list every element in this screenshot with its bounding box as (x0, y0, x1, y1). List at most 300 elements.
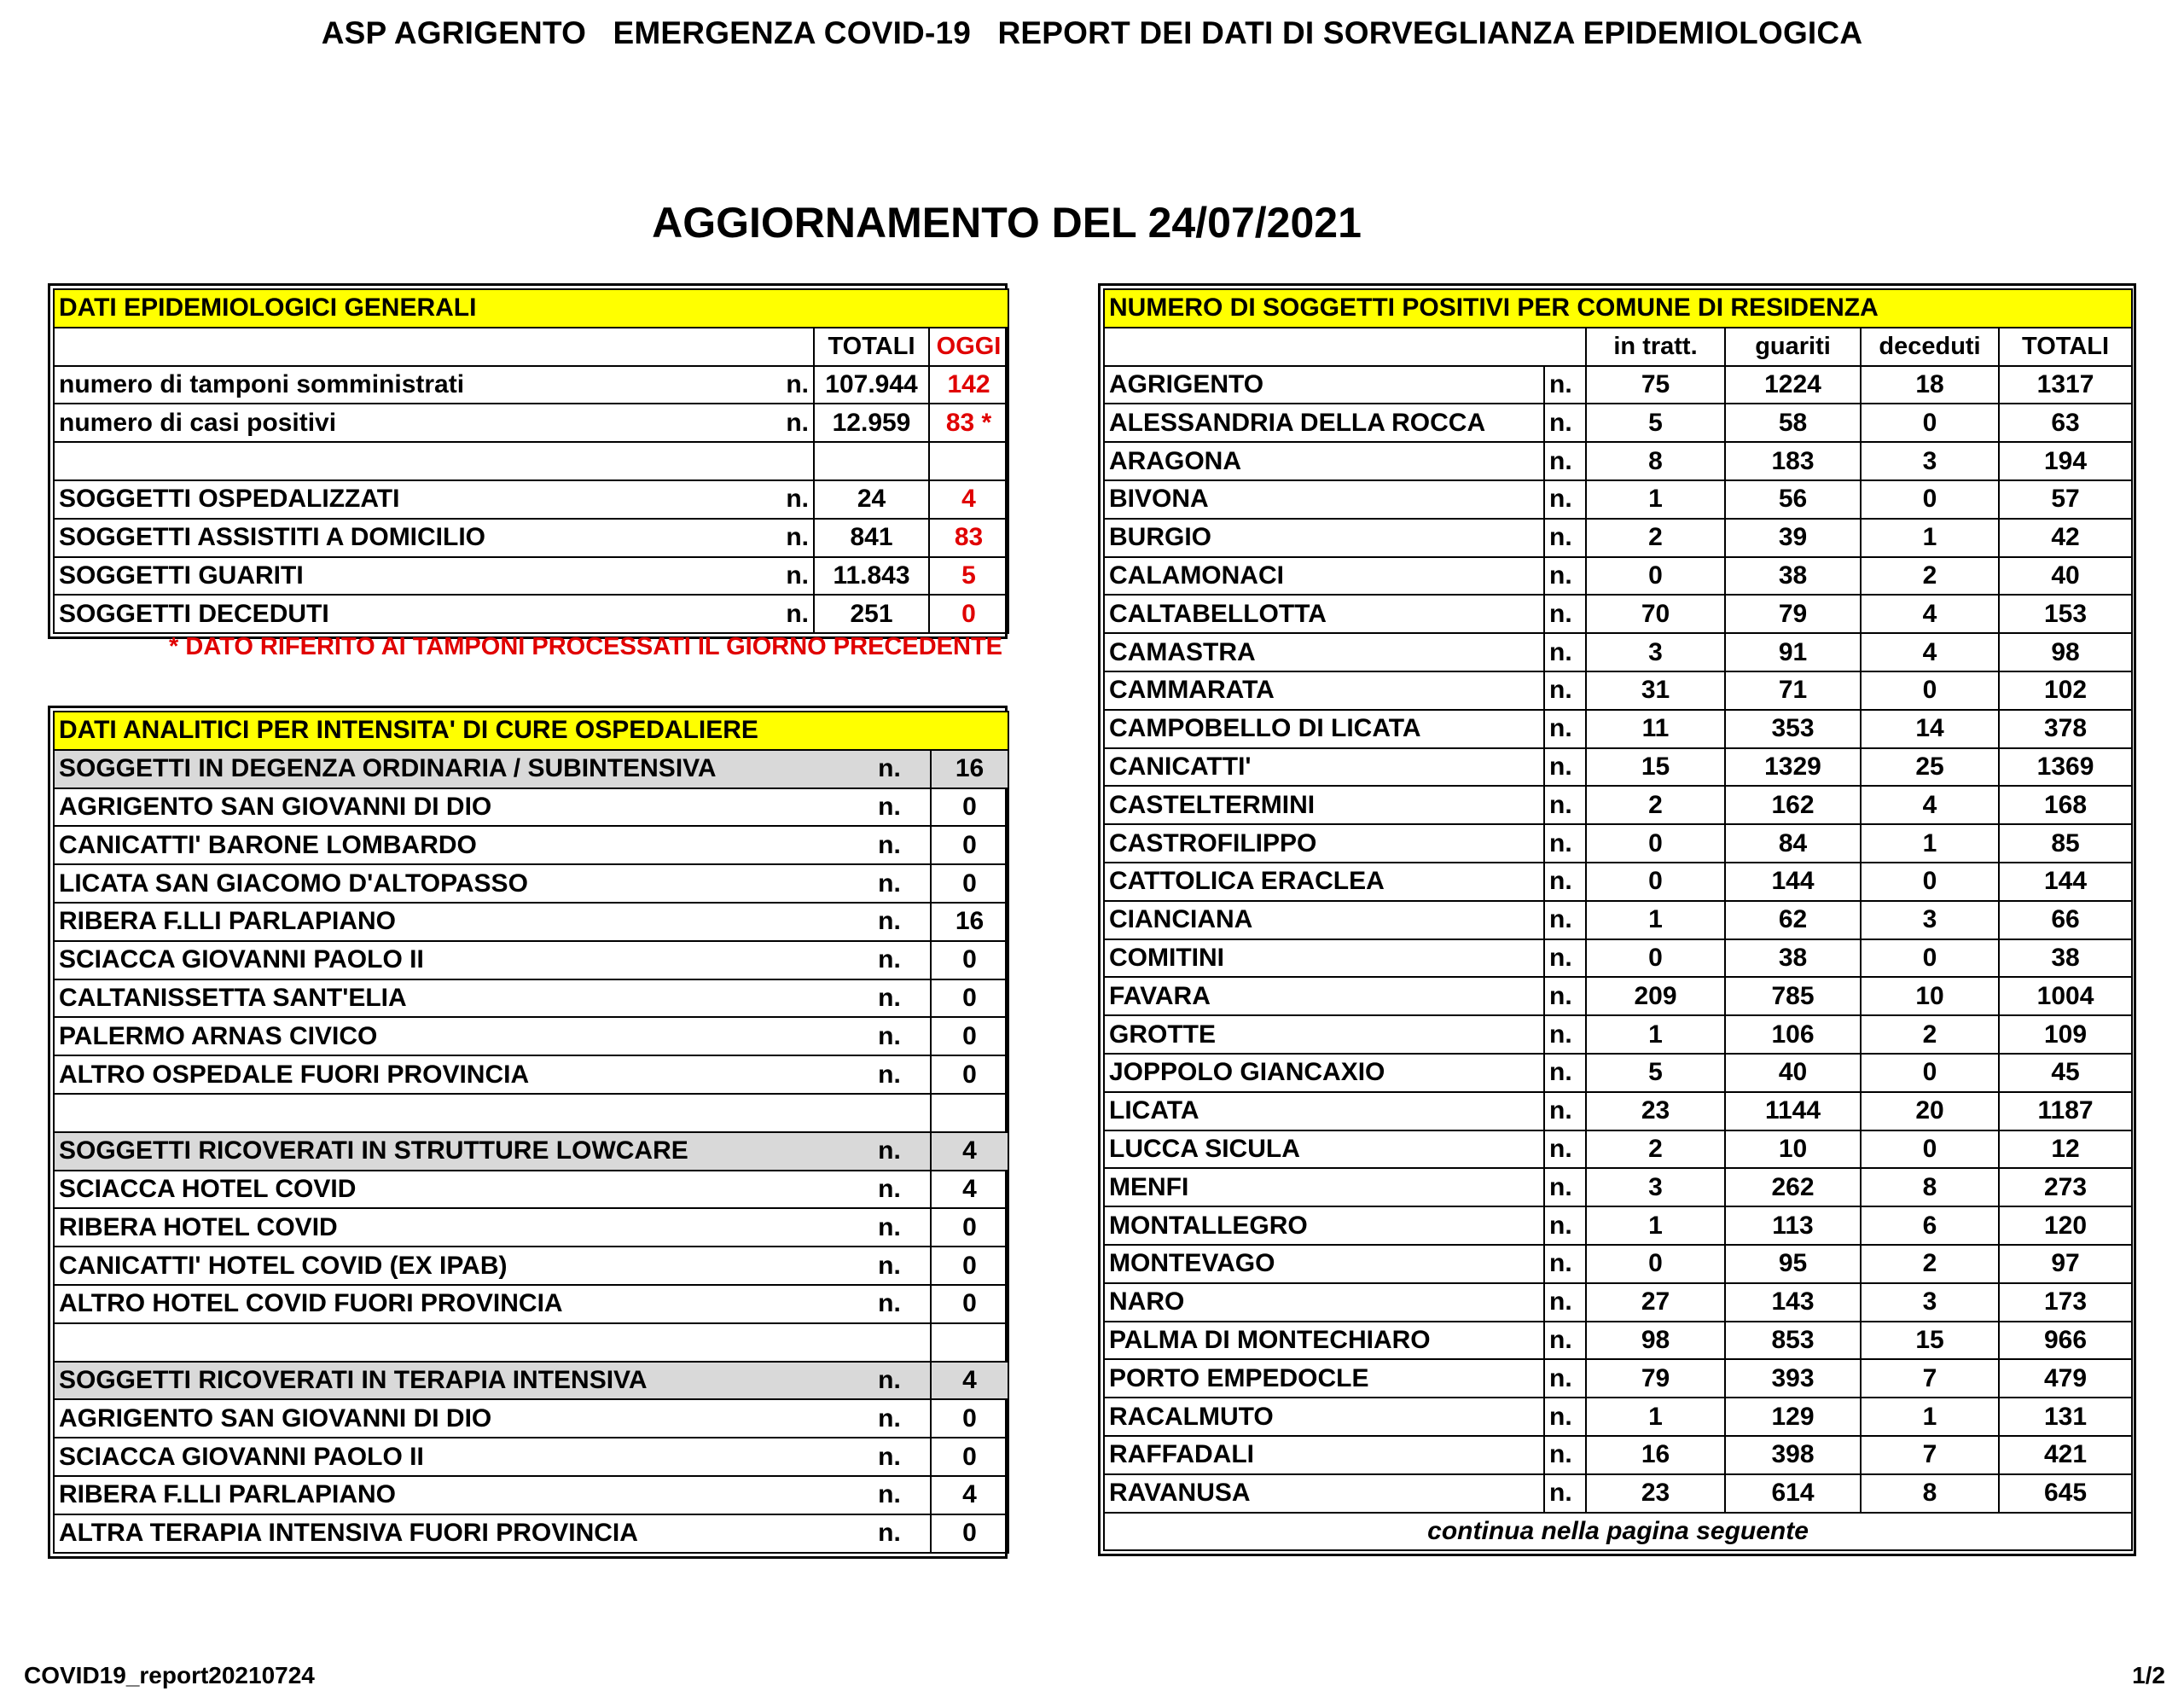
comune-name: BIVONA (1104, 480, 1544, 519)
row-unit: n. (764, 595, 814, 633)
comune-guariti: 853 (1725, 1322, 1861, 1360)
comune-totali: 1187 (1999, 1092, 2132, 1130)
comune-deceduti: 0 (1861, 404, 1999, 442)
hospital-row (54, 1399, 1008, 1438)
hospital-section-row (54, 1132, 1008, 1171)
comune-guariti: 398 (1725, 1436, 1861, 1474)
row-label: ALTRO OSPEDALE FUORI PROVINCIA (54, 1055, 849, 1094)
row-value: 16 (931, 750, 1008, 788)
row-value: 0 (931, 864, 1008, 903)
hospital-row (54, 788, 1008, 827)
comune-guariti: 1329 (1725, 748, 1861, 787)
comune-row (1104, 1054, 2132, 1092)
row-value: 0 (931, 1438, 1008, 1476)
row-label: RIBERA F.LLI PARLAPIANO (54, 1476, 849, 1514)
row-totali: 11.843 (814, 557, 929, 596)
row-totali: 24 (814, 480, 929, 519)
hospital-row (54, 1017, 1008, 1055)
general-row (54, 480, 1008, 519)
col-totali-header: TOTALI (814, 328, 929, 366)
comune-deceduti: 10 (1861, 977, 1999, 1015)
header-spacer (764, 328, 814, 366)
row-unit: n. (1544, 1015, 1586, 1054)
row-value: 4 (931, 1476, 1008, 1514)
comune-row (1104, 442, 2132, 480)
comune-totali: 42 (1999, 519, 2132, 557)
comune-guariti: 40 (1725, 1054, 1861, 1092)
row-label (54, 1323, 849, 1362)
comune-guariti: 144 (1725, 863, 1861, 901)
comune-name: RAFFADALI (1104, 1436, 1544, 1474)
hospital-row (54, 826, 1008, 864)
col-oggi-header: OGGI (929, 328, 1008, 366)
comune-name: CALTABELLOTTA (1104, 595, 1544, 633)
comune-totali: 97 (1999, 1245, 2132, 1283)
comune-totali: 12 (1999, 1130, 2132, 1169)
comune-totali: 1317 (1999, 366, 2132, 404)
comune-totali: 63 (1999, 404, 2132, 442)
row-value (931, 1094, 1008, 1132)
comune-row (1104, 1474, 2132, 1513)
row-label: SOGGETTI DECEDUTI (54, 595, 764, 633)
row-unit: n. (1544, 366, 1586, 404)
comune-name: MONTEVAGO (1104, 1245, 1544, 1283)
comune-deceduti: 4 (1861, 595, 1999, 633)
comune-name: NARO (1104, 1283, 1544, 1322)
row-unit: n. (849, 788, 931, 827)
comune-row (1104, 480, 2132, 519)
comune-name: CATTOLICA ERACLEA (1104, 863, 1544, 901)
row-value: 4 (931, 1362, 1008, 1400)
comune-guariti: 129 (1725, 1398, 1861, 1436)
row-label: SCIACCA GIOVANNI PAOLO II (54, 1438, 849, 1476)
row-totali: 107.944 (814, 366, 929, 404)
comune-in-tratt: 8 (1586, 442, 1725, 480)
comune-deceduti: 2 (1861, 557, 1999, 596)
hospital-row (54, 1323, 1008, 1362)
row-unit: n. (764, 366, 814, 404)
hospital-row (54, 1094, 1008, 1132)
row-unit: n. (849, 1514, 931, 1553)
comune-name: CASTROFILIPPO (1104, 824, 1544, 863)
comune-row (1104, 977, 2132, 1015)
row-unit: n. (849, 1171, 931, 1209)
row-unit (849, 1094, 931, 1132)
comune-row (1104, 595, 2132, 633)
row-value: 0 (931, 788, 1008, 827)
comune-guariti: 162 (1725, 786, 1861, 824)
col-totali-header: TOTALI (1999, 328, 2132, 366)
comune-deceduti: 0 (1861, 1054, 1999, 1092)
row-oggi: 0 (929, 595, 1008, 633)
hospital-section-row (54, 750, 1008, 788)
comune-guariti: 113 (1725, 1206, 1861, 1245)
hospital-row (54, 1438, 1008, 1476)
row-unit: n. (849, 864, 931, 903)
hospital-row (54, 979, 1008, 1018)
row-unit: n. (1544, 1359, 1586, 1398)
comune-guariti: 62 (1725, 901, 1861, 939)
row-label (54, 442, 764, 480)
comune-name: CALAMONACI (1104, 557, 1544, 596)
comune-name: CIANCIANA (1104, 901, 1544, 939)
row-totali: 12.959 (814, 404, 929, 442)
row-unit: n. (1544, 633, 1586, 671)
row-label: CANICATTI' BARONE LOMBARDO (54, 826, 849, 864)
row-label: SOGGETTI IN DEGENZA ORDINARIA / SUBINTENSIVA (54, 750, 849, 788)
comune-in-tratt: 3 (1586, 633, 1725, 671)
comune-name: PORTO EMPEDOCLE (1104, 1359, 1544, 1398)
comune-guariti: 56 (1725, 480, 1861, 519)
comune-deceduti: 18 (1861, 366, 1999, 404)
comune-guariti: 84 (1725, 824, 1861, 863)
comune-row (1104, 1283, 2132, 1322)
row-unit: n. (1544, 710, 1586, 748)
hospital-row (54, 1476, 1008, 1514)
row-label: SOGGETTI GUARITI (54, 557, 764, 596)
hospital-data-table (48, 706, 1008, 1559)
general-row (54, 595, 1008, 633)
comune-row (1104, 366, 2132, 404)
hospital-row (54, 1514, 1008, 1553)
comune-in-tratt: 2 (1586, 786, 1725, 824)
comune-totali: 57 (1999, 480, 2132, 519)
comune-guariti: 38 (1725, 939, 1861, 978)
row-oggi: 83 * (929, 404, 1008, 442)
footer-filename: COVID19_report20210724 (24, 1662, 315, 1688)
comune-totali: 38 (1999, 939, 2132, 978)
comune-totali: 1004 (1999, 977, 2132, 1015)
row-unit: n. (1544, 1474, 1586, 1513)
row-totali: 841 (814, 519, 929, 557)
row-value: 0 (931, 1285, 1008, 1323)
comune-in-tratt: 2 (1586, 1130, 1725, 1169)
comune-deceduti: 3 (1861, 901, 1999, 939)
row-unit: n. (1544, 901, 1586, 939)
comune-guariti: 106 (1725, 1015, 1861, 1054)
row-value: 0 (931, 1399, 1008, 1438)
row-unit: n. (849, 1438, 931, 1476)
row-unit: n. (1544, 404, 1586, 442)
col-deceduti-header: deceduti (1861, 328, 1999, 366)
comune-deceduti: 8 (1861, 1474, 1999, 1513)
report-header-title: ASP AGRIGENTO EMERGENZA COVID-19 REPORT DEI DATI DI SORVEGLIANZA EPIDEMIOLOGICA (321, 15, 1863, 50)
comune-deceduti: 1 (1861, 519, 1999, 557)
row-unit: n. (1544, 1245, 1586, 1283)
comune-row (1104, 786, 2132, 824)
comuni-data-table (1098, 283, 2136, 1556)
comune-deceduti: 0 (1861, 939, 1999, 978)
comune-guariti: 1144 (1725, 1092, 1861, 1130)
hospital-table-title: DATI ANALITICI PER INTENSITA' DI CURE OSPEDALIERE (54, 712, 1008, 750)
comune-deceduti: 2 (1861, 1015, 1999, 1054)
row-label: LICATA SAN GIACOMO D'ALTOPASSO (54, 864, 849, 903)
row-unit: n. (1544, 748, 1586, 787)
row-unit: n. (849, 1055, 931, 1094)
comune-row (1104, 824, 2132, 863)
row-unit: n. (1544, 1436, 1586, 1474)
row-label: SOGGETTI OSPEDALIZZATI (54, 480, 764, 519)
comune-guariti: 10 (1725, 1130, 1861, 1169)
comune-in-tratt: 0 (1586, 824, 1725, 863)
general-row (54, 366, 1008, 404)
comune-row (1104, 748, 2132, 787)
comune-name: ALESSANDRIA DELLA ROCCA (1104, 404, 1544, 442)
comune-deceduti: 0 (1861, 863, 1999, 901)
comune-guariti: 614 (1725, 1474, 1861, 1513)
general-data-table (48, 283, 1008, 639)
row-value: 0 (931, 1017, 1008, 1055)
comune-in-tratt: 1 (1586, 901, 1725, 939)
row-unit (764, 442, 814, 480)
comune-row (1104, 1015, 2132, 1054)
comune-name: CAMMARATA (1104, 671, 1544, 710)
comune-name: PALMA DI MONTECHIARO (1104, 1322, 1544, 1360)
row-unit: n. (764, 480, 814, 519)
comune-totali: 131 (1999, 1398, 2132, 1436)
comune-name: BURGIO (1104, 519, 1544, 557)
comune-name: ARAGONA (1104, 442, 1544, 480)
comune-in-tratt: 1 (1586, 480, 1725, 519)
row-unit: n. (1544, 1206, 1586, 1245)
comune-row (1104, 404, 2132, 442)
comune-row (1104, 1359, 2132, 1398)
comune-guariti: 38 (1725, 557, 1861, 596)
comune-totali: 378 (1999, 710, 2132, 748)
comune-deceduti: 4 (1861, 786, 1999, 824)
comune-row (1104, 1130, 2132, 1169)
row-value: 0 (931, 1055, 1008, 1094)
general-row (54, 404, 1008, 442)
row-label: SCIACCA GIOVANNI PAOLO II (54, 941, 849, 979)
comune-row (1104, 901, 2132, 939)
comune-guariti: 71 (1725, 671, 1861, 710)
row-unit: n. (849, 750, 931, 788)
row-unit (849, 1323, 931, 1362)
comune-name: CAMASTRA (1104, 633, 1544, 671)
row-unit: n. (1544, 519, 1586, 557)
row-unit: n. (1544, 442, 1586, 480)
footer-page-number: 1/2 (2132, 1662, 2165, 1688)
comune-guariti: 91 (1725, 633, 1861, 671)
comune-in-tratt: 27 (1586, 1283, 1725, 1322)
comune-deceduti: 14 (1861, 710, 1999, 748)
row-label: SCIACCA HOTEL COVID (54, 1171, 849, 1209)
row-oggi: 83 (929, 519, 1008, 557)
comune-row (1104, 939, 2132, 978)
comune-name: COMITINI (1104, 939, 1544, 978)
row-label (54, 1094, 849, 1132)
hospital-row (54, 864, 1008, 903)
comune-row (1104, 1206, 2132, 1245)
hospital-row (54, 1171, 1008, 1209)
row-unit: n. (849, 1285, 931, 1323)
comune-totali: 1369 (1999, 748, 2132, 787)
comune-deceduti: 6 (1861, 1206, 1999, 1245)
comune-in-tratt: 98 (1586, 1322, 1725, 1360)
row-unit: n. (849, 1362, 931, 1400)
row-value: 16 (931, 903, 1008, 941)
row-unit: n. (849, 903, 931, 941)
comune-guariti: 1224 (1725, 366, 1861, 404)
row-unit: n. (849, 979, 931, 1018)
row-oggi: 4 (929, 480, 1008, 519)
row-totali (814, 442, 929, 480)
comune-deceduti: 3 (1861, 1283, 1999, 1322)
comune-in-tratt: 11 (1586, 710, 1725, 748)
comune-name: LICATA (1104, 1092, 1544, 1130)
row-oggi: 142 (929, 366, 1008, 404)
col-guariti-header: guariti (1725, 328, 1861, 366)
comune-deceduti: 1 (1861, 824, 1999, 863)
row-unit: n. (1544, 863, 1586, 901)
row-unit: n. (1544, 1168, 1586, 1206)
comune-in-tratt: 15 (1586, 748, 1725, 787)
update-date-title: AGGIORNAMENTO DEL 24/07/2021 (652, 199, 1362, 247)
row-value: 0 (931, 1514, 1008, 1553)
comune-in-tratt: 23 (1586, 1474, 1725, 1513)
comune-totali: 645 (1999, 1474, 2132, 1513)
comune-row (1104, 710, 2132, 748)
row-unit: n. (849, 941, 931, 979)
row-value: 0 (931, 826, 1008, 864)
comune-totali: 173 (1999, 1283, 2132, 1322)
row-unit: n. (1544, 1130, 1586, 1169)
general-row (54, 557, 1008, 596)
row-unit: n. (1544, 595, 1586, 633)
row-label: numero di tamponi somministrati (54, 366, 764, 404)
row-unit: n. (849, 1476, 931, 1514)
row-unit: n. (1544, 1283, 1586, 1322)
comune-guariti: 143 (1725, 1283, 1861, 1322)
comune-guariti: 262 (1725, 1168, 1861, 1206)
comune-name: JOPPOLO GIANCAXIO (1104, 1054, 1544, 1092)
comune-in-tratt: 16 (1586, 1436, 1725, 1474)
general-table-title: DATI EPIDEMIOLOGICI GENERALI (54, 289, 1008, 328)
comune-totali: 45 (1999, 1054, 2132, 1092)
comune-name: GROTTE (1104, 1015, 1544, 1054)
footnote-tamponi: * DATO RIFERITO AI TAMPONI PROCESSATI IL GIORNO PRECEDENTE (169, 633, 1002, 660)
comune-row (1104, 1322, 2132, 1360)
comune-guariti: 58 (1725, 404, 1861, 442)
comune-row (1104, 557, 2132, 596)
comune-in-tratt: 1 (1586, 1206, 1725, 1245)
comune-totali: 144 (1999, 863, 2132, 901)
continua-row (1104, 1513, 2132, 1551)
row-label: ALTRA TERAPIA INTENSIVA FUORI PROVINCIA (54, 1514, 849, 1553)
row-oggi (929, 442, 1008, 480)
comune-guariti: 393 (1725, 1359, 1861, 1398)
comune-guariti: 79 (1725, 595, 1861, 633)
comune-row (1104, 633, 2132, 671)
comune-in-tratt: 2 (1586, 519, 1725, 557)
comune-name: CAMPOBELLO DI LICATA (1104, 710, 1544, 748)
comune-row (1104, 519, 2132, 557)
row-label: SOGGETTI RICOVERATI IN STRUTTURE LOWCARE (54, 1132, 849, 1171)
comune-in-tratt: 5 (1586, 404, 1725, 442)
hospital-section-row (54, 1362, 1008, 1400)
hospital-row (54, 1247, 1008, 1285)
hospital-row (54, 1285, 1008, 1323)
row-unit: n. (849, 1017, 931, 1055)
comune-deceduti: 25 (1861, 748, 1999, 787)
comune-in-tratt: 23 (1586, 1092, 1725, 1130)
comune-totali: 98 (1999, 633, 2132, 671)
row-unit: n. (849, 1132, 931, 1171)
comune-deceduti: 7 (1861, 1436, 1999, 1474)
comune-name: LUCCA SICULA (1104, 1130, 1544, 1169)
comune-totali: 102 (1999, 671, 2132, 710)
row-unit: n. (849, 1247, 931, 1285)
row-label: RIBERA HOTEL COVID (54, 1208, 849, 1247)
header-spacer (54, 328, 764, 366)
row-label: AGRIGENTO SAN GIOVANNI DI DIO (54, 1399, 849, 1438)
row-label: PALERMO ARNAS CIVICO (54, 1017, 849, 1055)
comune-in-tratt: 0 (1586, 1245, 1725, 1283)
row-value: 4 (931, 1132, 1008, 1171)
comune-in-tratt: 0 (1586, 557, 1725, 596)
comuni-table-title: NUMERO DI SOGGETTI POSITIVI PER COMUNE DI RESIDENZA (1104, 289, 2132, 328)
row-unit: n. (849, 1208, 931, 1247)
comune-totali: 479 (1999, 1359, 2132, 1398)
comune-guariti: 353 (1725, 710, 1861, 748)
general-row (54, 519, 1008, 557)
hospital-row (54, 1208, 1008, 1247)
hospital-row (54, 941, 1008, 979)
row-unit: n. (764, 404, 814, 442)
row-unit: n. (1544, 1398, 1586, 1436)
comune-guariti: 39 (1725, 519, 1861, 557)
comune-totali: 194 (1999, 442, 2132, 480)
comune-totali: 168 (1999, 786, 2132, 824)
row-unit: n. (1544, 977, 1586, 1015)
comune-name: RAVANUSA (1104, 1474, 1544, 1513)
comune-in-tratt: 0 (1586, 939, 1725, 978)
comune-row (1104, 1168, 2132, 1206)
comune-deceduti: 1 (1861, 1398, 1999, 1436)
comune-totali: 40 (1999, 557, 2132, 596)
comune-in-tratt: 0 (1586, 863, 1725, 901)
comune-in-tratt: 31 (1586, 671, 1725, 710)
comune-deceduti: 2 (1861, 1245, 1999, 1283)
comune-totali: 66 (1999, 901, 2132, 939)
comune-deceduti: 20 (1861, 1092, 1999, 1130)
comune-row (1104, 671, 2132, 710)
row-unit: n. (1544, 1054, 1586, 1092)
comune-name: RACALMUTO (1104, 1398, 1544, 1436)
comune-name: AGRIGENTO (1104, 366, 1544, 404)
row-totali: 251 (814, 595, 929, 633)
comune-deceduti: 0 (1861, 480, 1999, 519)
row-unit: n. (764, 519, 814, 557)
row-value: 4 (931, 1171, 1008, 1209)
comune-totali: 966 (1999, 1322, 2132, 1360)
comune-in-tratt: 1 (1586, 1398, 1725, 1436)
comune-in-tratt: 1 (1586, 1015, 1725, 1054)
comune-in-tratt: 75 (1586, 366, 1725, 404)
comune-name: MENFI (1104, 1168, 1544, 1206)
row-label: SOGGETTI RICOVERATI IN TERAPIA INTENSIVA (54, 1362, 849, 1400)
comune-deceduti: 0 (1861, 671, 1999, 710)
comune-deceduti: 15 (1861, 1322, 1999, 1360)
row-label: numero di casi positivi (54, 404, 764, 442)
row-label: ALTRO HOTEL COVID FUORI PROVINCIA (54, 1285, 849, 1323)
comune-totali: 120 (1999, 1206, 2132, 1245)
hospital-row (54, 903, 1008, 941)
row-unit: n. (849, 1399, 931, 1438)
comune-in-tratt: 70 (1586, 595, 1725, 633)
row-value: 0 (931, 979, 1008, 1018)
